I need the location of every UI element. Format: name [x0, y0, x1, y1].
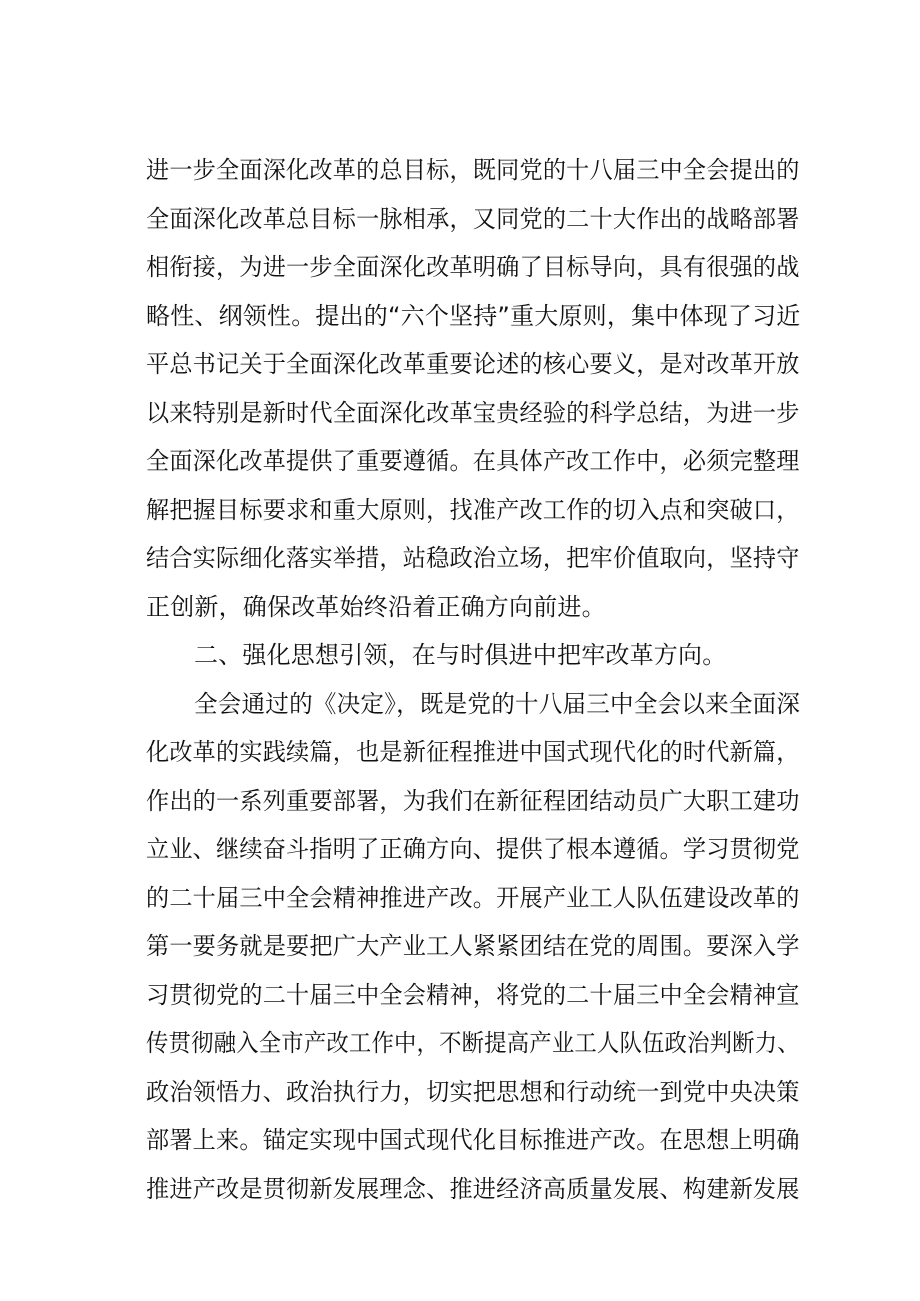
text-line: 进一步全面深化改革的总目标，既同党的十八届三中全会提出的	[146, 156, 800, 184]
text-line: 习贯彻党的二十届三中全会精神，将党的二十届三中全会精神宣	[146, 980, 800, 1009]
text-line: 全面深化改革总目标一脉相承，又同党的二十大作出的战略部署	[146, 204, 800, 233]
text-line: 以来特别是新时代全面深化改革宝贵经验的科学总结，为进一步	[146, 398, 800, 427]
text-line: 政治领悟力、政治执行力，切实把思想和行动统一到党中央决策	[146, 1077, 800, 1106]
text-line: 部署上来。锚定实现中国式现代化目标推进产改。在思想上明确	[146, 1126, 800, 1154]
text-line: 全会通过的《决定》，既是党的十八届三中全会以来全面深	[194, 689, 801, 718]
text-line: 传贯彻融入全市产改工作中，不断提高产业工人队伍政治判断力、	[146, 1029, 800, 1057]
text-line: 平总书记关于全面深化改革重要论述的核心要义，是对改革开放	[146, 350, 800, 378]
section-heading: 二、强化思想引领，在与时俱进中把牢改革方向。	[194, 641, 727, 669]
text-line: 相衔接，为进一步全面深化改革明确了目标导向，具有很强的战	[146, 253, 800, 281]
text-line: 结合实际细化落实举措，站稳政治立场，把牢价值取向，坚持守	[146, 544, 800, 572]
text-line: 的二十届三中全会精神推进产改。开展产业工人队伍建设改革的	[146, 883, 800, 912]
text-line: 略性、纲领性。提出的“六个坚持”重大原则，集中体现了习近	[146, 301, 801, 330]
text-line: 推进产改是贯彻新发展理念、推进经济高质量发展、构建新发展	[146, 1174, 800, 1203]
text-line: 第一要务就是要把广大产业工人紧紧团结在党的周围。要深入学	[146, 932, 800, 960]
text-line: 全面深化改革提供了重要遵循。在具体产改工作中，必须完整理	[146, 447, 800, 475]
text-line: 立业、继续奋斗指明了正确方向、提供了根本遵循。学习贯彻党	[146, 835, 800, 863]
text-line: 作出的一系列重要部署，为我们在新征程团结动员广大职工建功	[146, 786, 800, 815]
text-line: 正创新，确保改革始终沿着正确方向前进。	[146, 592, 606, 621]
text-line: 解把握目标要求和重大原则，找准产改工作的切入点和突破口，	[146, 495, 800, 524]
text-line: 化改革的实践续篇，也是新征程推进中国式现代化的时代新篇，	[146, 738, 800, 766]
